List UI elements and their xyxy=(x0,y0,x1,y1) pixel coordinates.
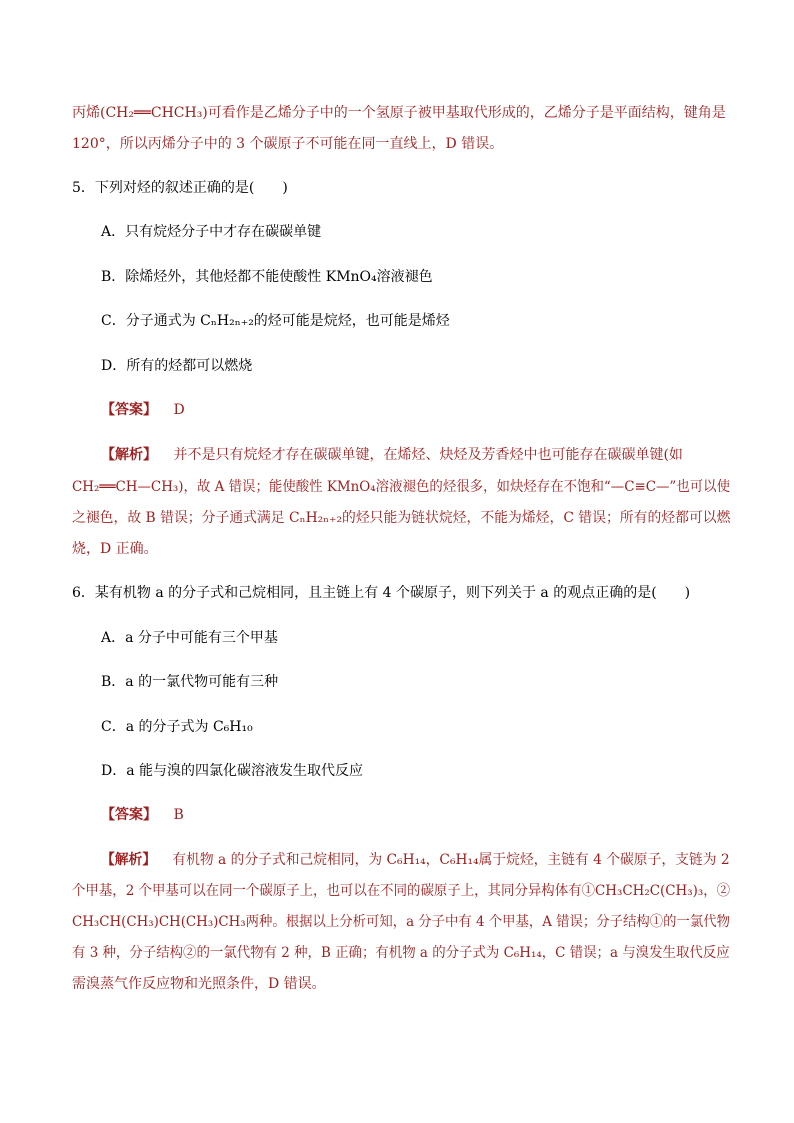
q5-option-a: A．只有烷烃分子中才存在碳碳单键 xyxy=(101,224,322,240)
q6-answer-label: 【答案】 xyxy=(101,807,157,823)
q6-answer-value: B xyxy=(173,807,184,823)
q6-option-d: D．a 能与溴的四氯化碳溶液发生取代反应 xyxy=(101,763,364,779)
prev-analysis-line-2: 120°，所以丙烯分子中的 3 个碳原子不可能在同一直线上，D 错误。 xyxy=(72,136,504,152)
q6-analysis-line-2: 个甲基，2 个甲基可以在同一个碳原子上，也可以在不同的碳原子上，其同分异构体有①CH₃CH₂C(CH₃)₃，② xyxy=(72,883,731,899)
q5-option-b: B．除烯烃外，其他烃都不能使酸性 KMnO₄溶液褪色 xyxy=(101,269,433,285)
q5-analysis-line-1: 【解析】 并不是只有烷烃才存在碳碳单键，在烯烃、炔烃及芳香烃中也可能存在碳碳单键(如 xyxy=(101,447,683,463)
q5-analysis-line-4: 烧，D 正确。 xyxy=(72,541,158,557)
q6-analysis-label: 【解析】 xyxy=(101,852,157,868)
q6-option-a: A．a 分子中可能有三个甲基 xyxy=(101,630,278,646)
q6-option-b: B．a 的一氯代物可能有三种 xyxy=(101,674,279,690)
prev-analysis-line-1: 丙烯(CH₂══CHCH₃)可看作是乙烯分子中的一个氢原子被甲基取代形成的，乙烯分子是平面结构，键角是 xyxy=(72,105,726,121)
q5-analysis-line-2: CH₂══CH—CH₃)，故 A 错误；能使酸性 KMnO₄溶液褪色的烃很多，如炔烃存在不饱和“—C≡C—”也可以使 xyxy=(72,479,731,495)
q5-analysis-label: 【解析】 xyxy=(101,447,157,463)
q6-analysis-line-5: 需溴蒸气作反应物和光照条件，D 错误。 xyxy=(72,976,326,992)
question-5-stem: 5．下列对烃的叙述正确的是( ) xyxy=(72,180,288,196)
q6-analysis-line-1: 【解析】 有机物 a 的分子式和己烷相同，为 C₆H₁₄，C₆H₁₄属于烷烃，主链有 4 个碳原子，支链为 2 xyxy=(101,852,730,868)
question-6-stem: 6．某有机物 a 的分子式和己烷相同，且主链上有 4 个碳原子，则下列关于 a 的观点正确的是( ) xyxy=(72,585,691,601)
q5-option-c: C．分子通式为 CₙH₂ₙ₊₂的烃可能是烷烃，也可能是烯烃 xyxy=(101,313,450,329)
q6-answer xyxy=(101,804,184,826)
q6-analysis-line-4: 有 3 种，分子结构②的一氯代物有 2 种，B 正确；有机物 a 的分子式为 C₆H₁₄，C 错误；a 与溴发生取代反应 xyxy=(72,945,730,961)
q5-option-d: D．所有的烃都可以燃烧 xyxy=(101,358,253,374)
q5-analysis-line-3: 之褪色，故 B 错误；分子通式满足 CₙH₂ₙ₊₂的烃只能为链状烷烃，不能为烯烃，C 错误；所有的烃都可以燃 xyxy=(72,510,731,526)
q6-analysis-line-3: CH₃CH(CH₃)CH(CH₃)CH₃两种。根据以上分析可知，a 分子中有 4 个甲基，A 错误；分子结构①的一氯代物 xyxy=(72,914,730,930)
q5-answer-label: 【答案】 xyxy=(101,402,157,418)
q5-answer xyxy=(101,399,185,421)
q6-option-c: C．a 的分子式为 C₆H₁₀ xyxy=(101,719,253,735)
q5-answer-value: D xyxy=(173,402,185,418)
